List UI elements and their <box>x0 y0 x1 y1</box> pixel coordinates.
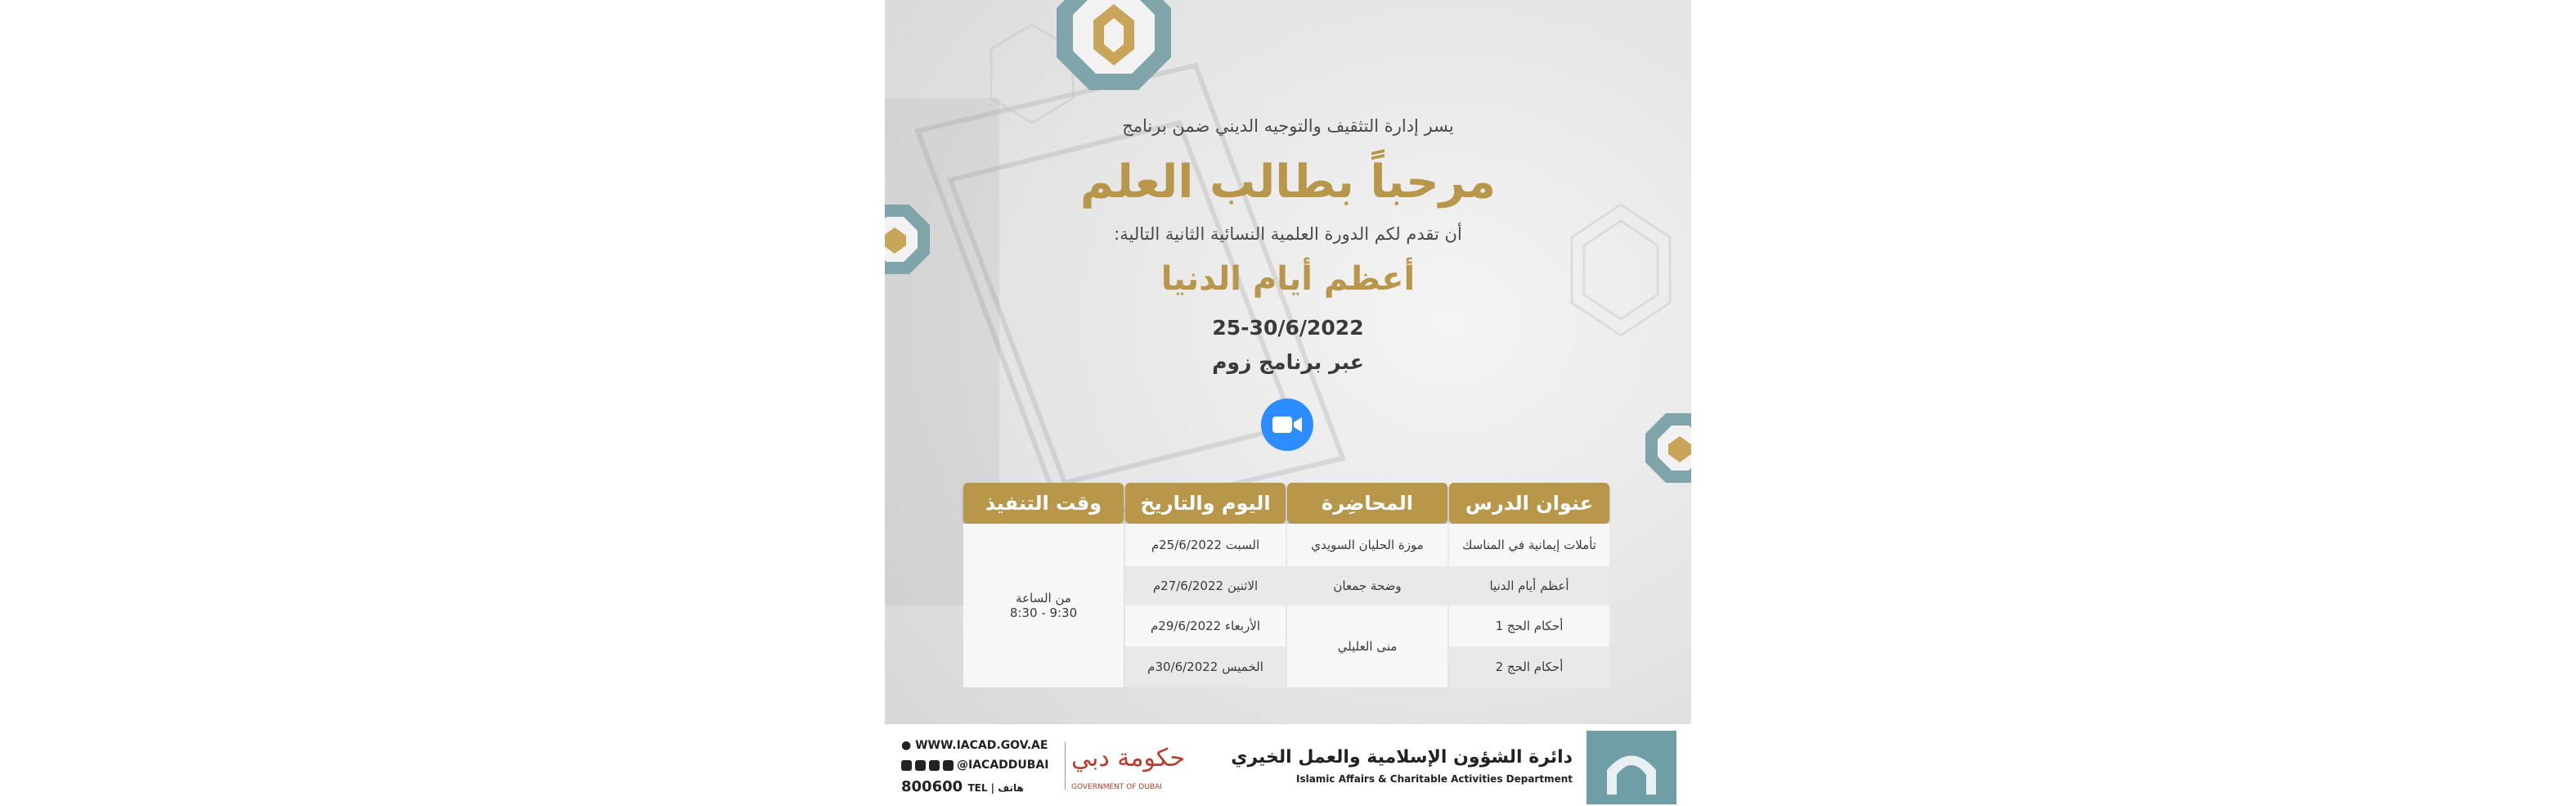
course-dates: 25-30/6/2022 <box>1212 316 1364 340</box>
website-link[interactable] <box>901 739 1048 752</box>
day-date-cell: الخميس 30/6/2022م <box>1125 646 1286 687</box>
day-date-cell: السبت 25/6/2022م <box>1125 524 1286 566</box>
government-logo-english: GOVERNMENT OF DUBAI <box>1071 783 1162 791</box>
lecturer-cell: وضحة جمعان <box>1287 566 1447 606</box>
time-header: وقت التنفيذ <box>963 483 1124 524</box>
phone-text: 800600 <box>901 778 963 795</box>
platform-text: عبر برنامج زوم <box>1212 350 1364 374</box>
video-camera-icon <box>1272 415 1302 435</box>
website-text: WWW.IACAD.GOV.AE <box>915 739 1048 752</box>
mosque-icon <box>1599 737 1664 798</box>
government-logo-arabic: حكومة دبي <box>1071 744 1186 772</box>
social-handles[interactable] <box>901 759 1048 772</box>
phone-label: TEL | هاتف <box>967 782 1024 794</box>
lesson-cell: أحكام الحج 1 <box>1449 606 1609 646</box>
lesson-cell: أحكام الحج 2 <box>1449 646 1609 687</box>
course-title: أعظم أيام الدنيا <box>1160 260 1416 298</box>
time-range: 8:30 - 9:30 <box>1009 606 1078 620</box>
divider <box>1065 742 1066 790</box>
dept-logo <box>1586 731 1676 804</box>
lesson-cells <box>1449 524 1609 687</box>
lesson-header: عنوان الدرس <box>1449 483 1609 524</box>
day-date-cell: الأربعاء 29/6/2022م <box>1125 606 1286 646</box>
poster <box>885 0 1691 806</box>
social-handle-text: @IACADDUBAI <box>957 759 1049 772</box>
phone-number <box>901 778 1024 795</box>
presents-text: أن تقدم لكم الدورة العلمية النسائية الثانية التالية: <box>1114 224 1462 244</box>
dept-name-english: Islamic Affairs & Charitable Activities Department <box>1295 773 1573 785</box>
dept-name-arabic: دائرة الشؤون الإسلامية والعمل الخيري <box>1231 747 1573 768</box>
lesson-cell: أعظم أيام الدنيا <box>1449 566 1609 606</box>
zoom-button <box>1261 398 1313 451</box>
facebook-icon <box>943 760 954 771</box>
day-date-cells <box>1125 524 1286 687</box>
time-cells <box>963 524 1124 687</box>
program-title: مرحباً بطالب العلم <box>1079 155 1497 209</box>
instagram-icon <box>929 760 940 771</box>
footer <box>885 724 1691 806</box>
lesson-cell: تأملات إيمانية في المناسك <box>1449 524 1609 566</box>
lecturer-cell: منى العليلي <box>1287 606 1447 687</box>
lecturer-cells <box>1287 524 1447 687</box>
globe-icon: ● <box>901 739 912 752</box>
lecturer-header: المحاضِرة <box>1287 483 1447 524</box>
youtube-icon <box>915 760 926 771</box>
right-ornament <box>1645 413 1691 483</box>
day-date-header: اليوم والتاريخ <box>1125 483 1286 524</box>
intro-text: يسر إدارة التثقيف والتوجيه الديني ضمن برنامج <box>1122 116 1454 136</box>
twitter-icon <box>901 760 912 771</box>
lecturer-cell: موزة الحليان السويدي <box>1287 524 1447 566</box>
day-date-cell: الاثنين 27/6/2022م <box>1125 566 1286 606</box>
time-label: من الساعة <box>1016 591 1071 606</box>
